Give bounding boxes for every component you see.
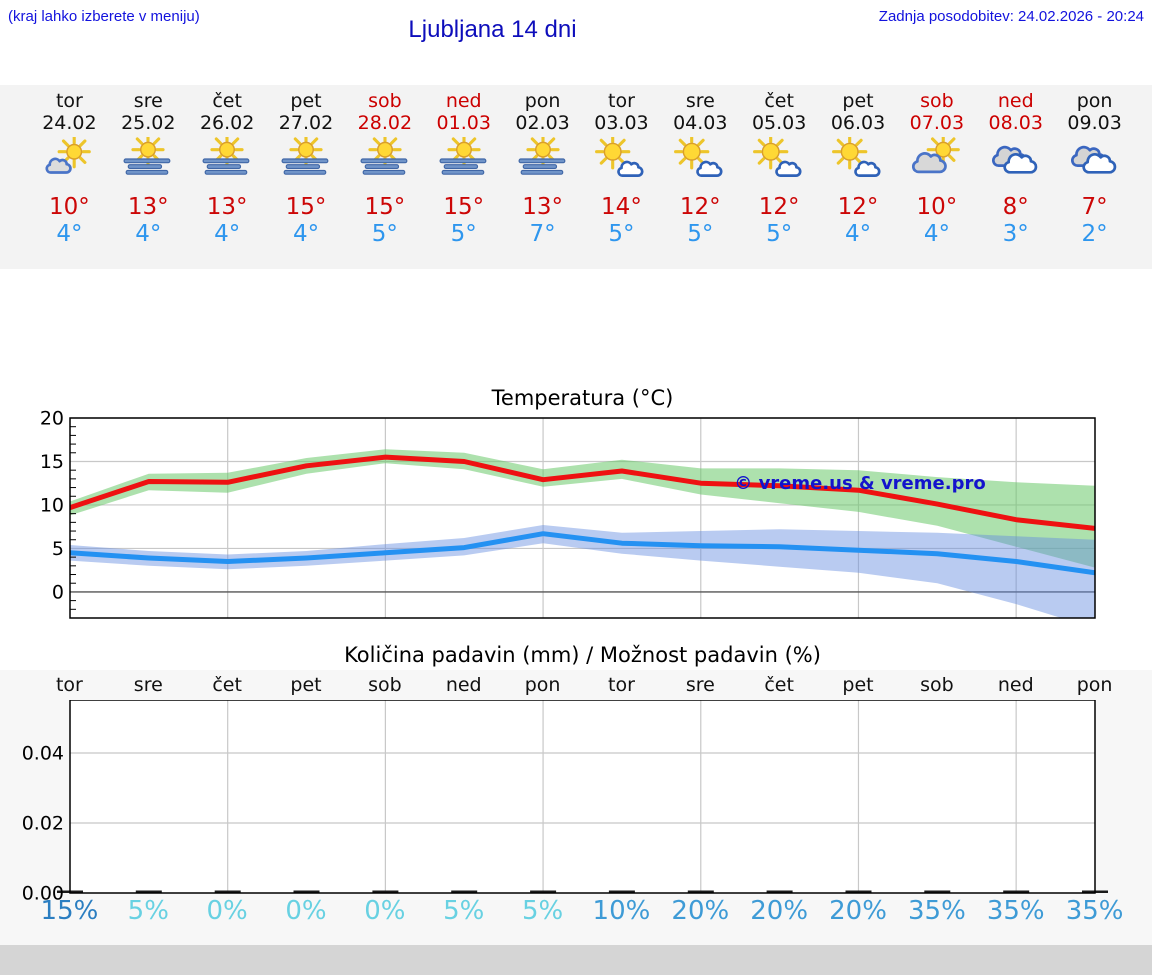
- day-date-label: 07.03: [909, 112, 965, 134]
- precip-day-label: sre: [133, 674, 163, 696]
- min-temp-label: 4°: [135, 221, 162, 247]
- max-temp-label: 12°: [837, 194, 879, 220]
- day-column: [976, 85, 1055, 269]
- sun-fog-icon: [267, 137, 346, 183]
- min-temp-label: 4°: [844, 221, 872, 247]
- precip-probability-row: [0, 896, 1152, 926]
- cloud-glyph: [47, 159, 71, 173]
- day-name-label: čet: [212, 90, 242, 112]
- precip-day-label: tor: [55, 674, 83, 696]
- precip-day-label: pon: [1076, 674, 1113, 696]
- precip-day-label: sob: [920, 674, 954, 696]
- watermark-text: © vreme.us & vreme.pro: [734, 473, 986, 494]
- day-name-label: tor: [608, 90, 635, 112]
- min-temp-label: 5°: [608, 221, 635, 247]
- svg-text:0: 0: [51, 581, 64, 604]
- day-date-label: 24.02: [42, 112, 97, 134]
- svg-text:0.02: 0.02: [21, 812, 64, 835]
- precipitation-chart: [0, 700, 1152, 900]
- day-date-label: 28.02: [357, 112, 413, 134]
- day-name-label: čet: [764, 90, 794, 112]
- day-column: [1055, 85, 1134, 269]
- cloudy-icon: [1055, 137, 1134, 183]
- sun-small-gray-cloud-icon: [30, 137, 109, 183]
- day-column: [345, 85, 424, 269]
- precip-probability-label: 5%: [127, 896, 169, 926]
- day-name-label: sre: [133, 90, 163, 112]
- precip-day-label: čet: [764, 674, 794, 696]
- precip-chart-title: Količina padavin (mm) / Možnost padavin (%): [344, 643, 821, 667]
- max-temp-label: 10°: [49, 194, 90, 220]
- day-name-label: pet: [842, 90, 874, 112]
- precip-probability-label: 20%: [750, 896, 809, 926]
- min-temp-label: 5°: [450, 221, 477, 247]
- mostly-sunny-icon: [740, 137, 819, 183]
- precip-probability-label: 35%: [1065, 896, 1124, 926]
- min-temp-label: 4°: [923, 221, 950, 247]
- precip-day-label: pet: [842, 674, 874, 696]
- precip-day-label: čet: [212, 674, 242, 696]
- min-temp-label: 5°: [371, 221, 398, 247]
- partly-cloudy-icon: [897, 137, 976, 183]
- max-temp-label: 7°: [1081, 194, 1108, 220]
- cloudy-icon: [976, 137, 1055, 183]
- precip-probability-label: 35%: [986, 896, 1045, 926]
- plot-background: [70, 700, 1095, 893]
- day-name-label: pon: [1076, 90, 1113, 112]
- max-temp-label: 12°: [679, 194, 721, 220]
- day-name-label: sob: [920, 90, 954, 112]
- mostly-sunny-icon: [582, 137, 661, 183]
- day-date-label: 09.03: [1067, 112, 1122, 134]
- precip-probability-label: 15%: [40, 896, 99, 926]
- precip-day-label: ned: [997, 674, 1034, 696]
- precip-probability-label: 0%: [364, 896, 406, 926]
- day-date-label: 08.03: [988, 112, 1043, 134]
- precip-day-label: tor: [608, 674, 635, 696]
- day-column: [582, 85, 661, 269]
- day-name-label: pet: [290, 90, 322, 112]
- day-date-label: 01.03: [436, 112, 491, 134]
- fog-glyph: [203, 159, 249, 174]
- max-temp-label: 14°: [601, 194, 642, 220]
- day-date-label: 04.03: [673, 112, 728, 134]
- min-temp-label: 5°: [766, 221, 793, 247]
- day-name-label: pon: [524, 90, 561, 112]
- day-date-label: 05.03: [751, 112, 807, 134]
- mostly-sunny-icon: [819, 137, 898, 183]
- mostly-sunny-icon: [661, 137, 740, 183]
- day-column: [897, 85, 976, 269]
- day-date-label: 06.03: [830, 112, 886, 134]
- precip-day-label: sre: [685, 674, 715, 696]
- temperature-chart: [0, 405, 1152, 640]
- cloud-glyph: [777, 162, 801, 176]
- max-temp-label: 15°: [364, 194, 406, 220]
- precip-probability-label: 0%: [206, 896, 248, 926]
- day-column: [267, 85, 346, 269]
- fog-glyph: [361, 159, 407, 174]
- max-temp-label: 12°: [758, 194, 800, 220]
- cloud-glyph: [1004, 154, 1035, 172]
- sun-fog-icon: [188, 137, 267, 183]
- max-temp-label: 8°: [1002, 194, 1029, 220]
- forecast-strip: [0, 85, 1152, 269]
- day-date-label: 03.03: [594, 112, 649, 134]
- precip-probability-label: 0%: [285, 896, 327, 926]
- footer-bar: [0, 945, 1152, 975]
- min-temp-label: 2°: [1081, 221, 1108, 247]
- day-date-label: 02.03: [515, 112, 570, 134]
- page-title: Ljubljana 14 dni: [408, 16, 577, 43]
- precip-day-labels: [0, 674, 1152, 696]
- max-temp-label: 13°: [522, 194, 563, 220]
- min-temp-label: 4°: [214, 221, 241, 247]
- min-temp-label: 7°: [529, 221, 556, 247]
- temp-axis-labels: [40, 408, 64, 604]
- sun-fog-icon: [345, 137, 424, 183]
- max-temp-label: 13°: [127, 194, 169, 220]
- day-name-label: sre: [685, 90, 715, 112]
- cloud-glyph: [1083, 154, 1114, 172]
- day-column: [109, 85, 188, 269]
- max-temp-label: 15°: [285, 194, 327, 220]
- fog-glyph: [282, 159, 328, 174]
- precip-probability-label: 20%: [671, 896, 730, 926]
- svg-text:20: 20: [39, 407, 64, 430]
- precip-day-label: pet: [290, 674, 322, 696]
- precip-day-label: pon: [524, 674, 561, 696]
- cloud-glyph: [856, 162, 880, 176]
- svg-text:0.00: 0.00: [21, 882, 64, 900]
- fog-glyph: [440, 159, 486, 174]
- last-updated: Zadnja posodobitev: 24.02.2026 - 20:24: [878, 8, 1144, 25]
- day-column: [30, 85, 109, 269]
- sun-fog-icon: [109, 137, 188, 183]
- cloud-glyph: [698, 162, 722, 176]
- fog-glyph: [124, 159, 170, 174]
- day-name-label: tor: [55, 90, 83, 112]
- day-name-label: sob: [368, 90, 402, 112]
- precip-day-label: ned: [445, 674, 482, 696]
- precip-probability-label: 5%: [521, 896, 564, 926]
- min-temp-label: 5°: [687, 221, 714, 247]
- fog-glyph: [519, 159, 565, 174]
- max-temp-label: 10°: [916, 194, 958, 220]
- day-column: [188, 85, 267, 269]
- precip-probability-label: 20%: [829, 896, 887, 926]
- day-column: [740, 85, 819, 269]
- sun-fog-icon: [424, 137, 503, 183]
- max-temp-label: 13°: [206, 194, 248, 220]
- min-temp-label: 4°: [56, 221, 83, 247]
- sun-fog-icon: [503, 137, 582, 183]
- day-column: [424, 85, 503, 269]
- temp-chart-title: Temperatura (°C): [491, 386, 674, 410]
- precip-day-label: sob: [368, 674, 402, 696]
- precip-probability-label: 5%: [443, 896, 485, 926]
- min-temp-label: 3°: [1002, 221, 1029, 247]
- day-column: [503, 85, 582, 269]
- svg-text:10: 10: [39, 494, 64, 517]
- location-hint: (kraj lahko izberete v meniju): [8, 8, 200, 25]
- precip-probability-label: 10%: [592, 896, 651, 926]
- precip-axis-labels: [22, 743, 64, 901]
- day-date-label: 25.02: [121, 112, 176, 134]
- day-date-label: 27.02: [278, 112, 334, 134]
- svg-text:0.04: 0.04: [21, 742, 64, 765]
- min-temp-label: 4°: [292, 221, 320, 247]
- cloud-glyph: [619, 162, 643, 176]
- svg-text:5: 5: [51, 537, 64, 560]
- day-date-label: 26.02: [199, 112, 255, 134]
- day-column: [661, 85, 740, 269]
- max-temp-label: 15°: [443, 194, 485, 220]
- day-name-label: ned: [997, 90, 1034, 112]
- day-name-label: ned: [445, 90, 482, 112]
- svg-text:15: 15: [39, 451, 64, 473]
- precip-probability-label: 35%: [907, 896, 966, 926]
- day-column: [819, 85, 898, 269]
